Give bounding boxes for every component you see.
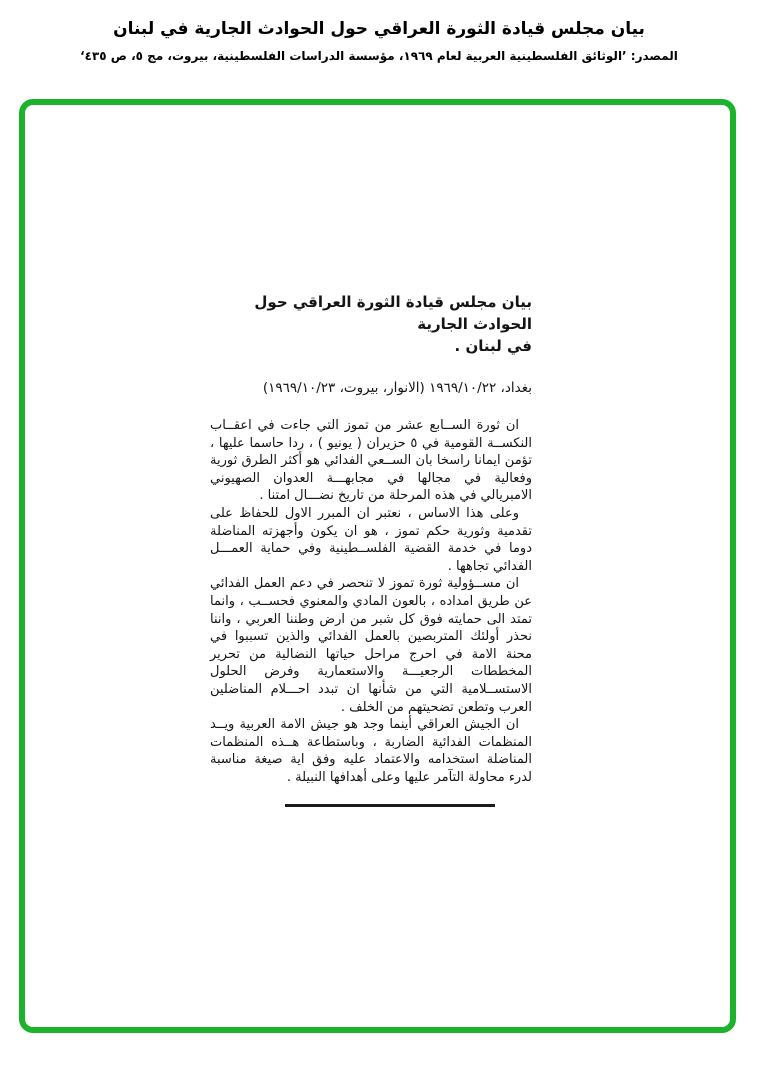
page-title: بيان مجلس قيادة الثورة العراقي حول الحوادث الجارية في لبنان <box>113 19 645 39</box>
doc-title-line1: بيان مجلس قيادة الثورة العراقي حول الحوادث الجارية <box>254 293 532 333</box>
doc-dateline: بغداد، ١٩٦٩/١٠/٢٢ (الانوار، بيروت، ١٩٦٩/١٠/٢٣) <box>262 380 532 396</box>
doc-title <box>210 291 532 357</box>
doc-divider <box>285 804 495 807</box>
doc-paragraph-3: ان مســؤولية ثورة تموز لا تنحصر في دعم العمل الفدائي عن طريق امداده ، بالعون المادي والمعنوي فحســب ، وانما تمتد الى حمايته فوق كل شبر من ارض وطننا العربي ، واننا نحذر أولئك المتربصين بالعمل الفدائي والذين تسببوا في محنة الامة في احرج مراحل حياتها النضالية من تحرير المخططات الرجعيـــة والاستعمارية وفرض الحلول الاستســلامية التي من شأنها ان تبدد احـــلام المناضلين العرب وتطعن تضحيتهم من الخلف . <box>210 576 532 715</box>
scanned-document <box>210 291 532 807</box>
source-citation: المصدر: ’الوثائق الفلسطينية العربية لعام ١٩٦٩، مؤسسة الدراسات الفلسطينية، بيروت، مج ٥، ص ٤٣٥‘ <box>80 49 678 63</box>
document-frame <box>19 99 736 1033</box>
doc-paragraph-4: ان الجيش العراقي أينما وجد هو جيش الامة العربية ويــد المنظمات الفدائية الضاربة ، وباستطاعة هــذه المنظمات المناضلة استخدامه والاعتماد عليه وفق اية صيغة مناسبة لدرء محاولة التآمر عليها وعلى أهدافها النبيلة . <box>210 717 532 785</box>
doc-paragraph-1: ان ثورة الســابع عشر من تموز التي جاءت في اعقــاب النكســة القومية في ٥ حزيران ( يونيو ) ، ردا حاسما عليها ، تؤمن ايمانا راسخا بان الســعي الفدائي هو أكثر الطرق ثورية وفعالية في مجالها في مجابهـــة العدوان الصهيوني الامبريالي في هذه المرحلة من تاريخ نضـــال امتنا . <box>210 418 532 504</box>
doc-title-line2: في لبنان . <box>454 337 532 355</box>
doc-paragraph-2: وعلى هذا الاساس ، نعتبر ان المبرر الاول للحفاظ على تقدمية وثورية حكم تموز ، هو ان يكون وأجهزته المناضلة دوما في خدمة القضية الفلســطينية وفي حماية العمـــل الفدائي تجاهها . <box>210 505 532 574</box>
page-header <box>0 0 758 64</box>
